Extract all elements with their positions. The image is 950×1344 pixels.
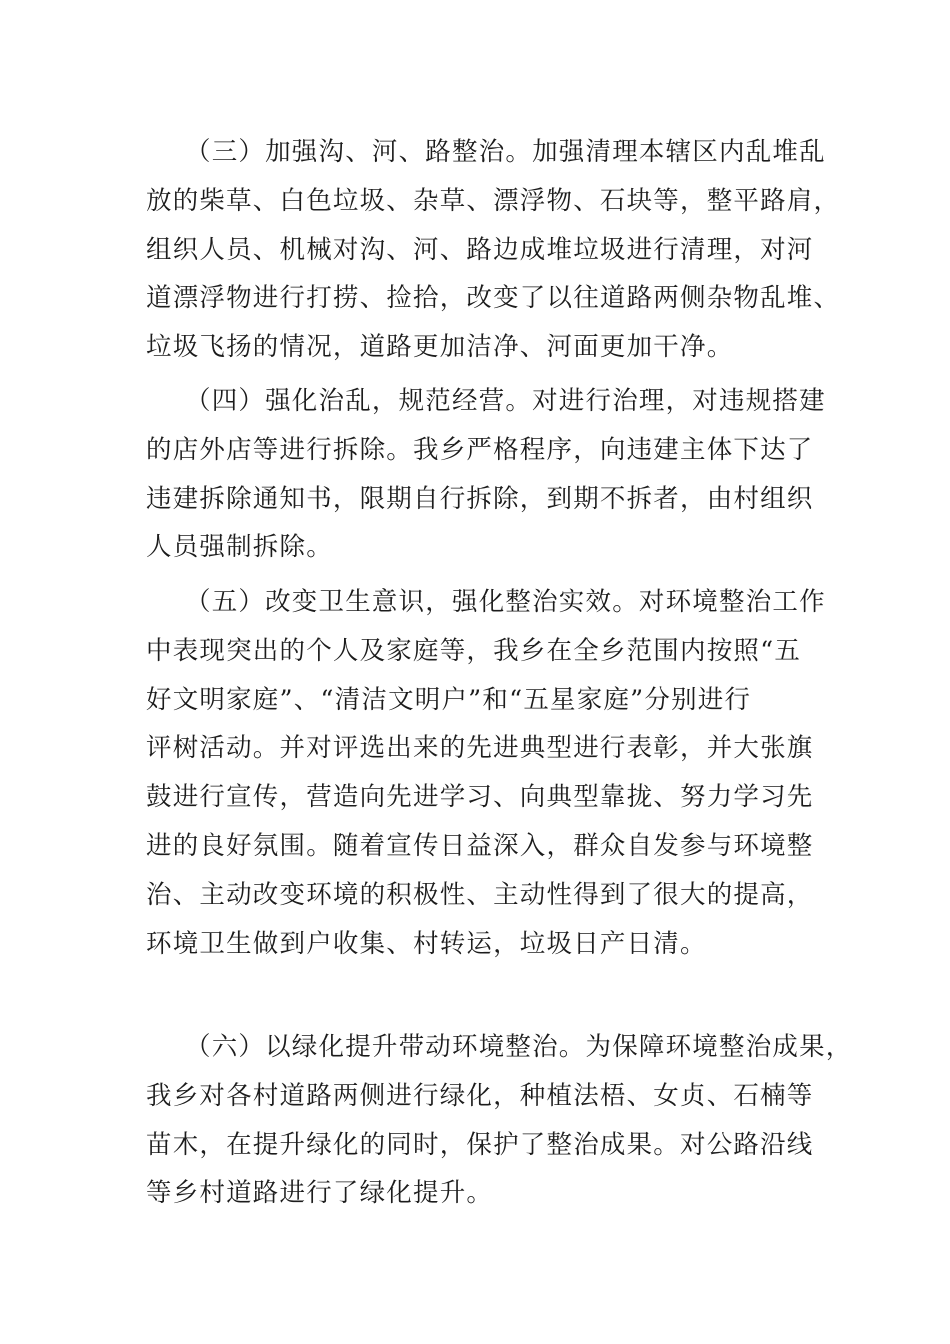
paragraph-line: 中表现突出的个人及家庭等，我乡在全乡范围内按照“五 xyxy=(146,635,802,666)
paragraph-line: 等乡村道路进行了绿化提升。 xyxy=(146,1178,494,1209)
paragraph-environment-ditch-river-road xyxy=(146,128,841,372)
paragraph-line: （三）加强沟、河、路整治。加强清理本辖区内乱堆乱 xyxy=(185,137,826,167)
paragraph-line: 治、主动改变环境的积极性、主动性得到了很大的提高， xyxy=(146,879,814,910)
paragraph-line: 苗木，在提升绿化的同时，保护了整治成果。对公路沿线 xyxy=(146,1129,814,1160)
paragraph-line: 违建拆除通知书，限期自行拆除，到期不拆者，由村组织 xyxy=(146,483,814,514)
paragraph-line: 道漂浮物进行打捞、捡拾，改变了以往道路两侧杂物乱堆、 xyxy=(146,283,841,314)
paragraph-greening xyxy=(146,1023,853,1218)
paragraph-line: 我乡对各村道路两侧进行绿化，种植法梧、女贞、石楠等 xyxy=(146,1080,814,1111)
paragraph-line: 人员强制拆除。 xyxy=(146,532,333,563)
paragraph-governance-business xyxy=(146,377,826,572)
paragraph-line: 鼓进行宣传，营造向先进学习、向典型靠拢、努力学习先 xyxy=(146,782,814,813)
paragraph-line: 评树活动。并对评选出来的先进典型进行表彰，并大张旗 xyxy=(146,733,814,764)
paragraph-line: 组织人员、机械对沟、河、路边成堆垃圾进行清理，对河 xyxy=(146,234,814,265)
paragraph-line: 环境卫生做到户收集、村转运，垃圾日产日清。 xyxy=(146,928,707,959)
paragraph-line: 好文明家庭”、“清洁文明户”和“五星家庭”分别进行 xyxy=(146,684,752,715)
paragraph-line: 放的柴草、白色垃圾、杂草、漂浮物、石块等，整平路肩， xyxy=(146,185,841,216)
paragraph-hygiene-awareness xyxy=(146,578,826,968)
paragraph-line: （五）改变卫生意识，强化整治实效。对环境整治工作 xyxy=(185,587,826,617)
paragraph-line: 垃圾飞扬的情况，道路更加洁净、河面更加干净。 xyxy=(146,332,734,363)
paragraph-line: 的店外店等进行拆除。我乡严格程序，向违建主体下达了 xyxy=(146,434,814,465)
paragraph-line: （六）以绿化提升带动环境整治。为保障环境整治成果， xyxy=(185,1032,853,1062)
paragraph-line: 进的良好氛围。随着宣传日益深入，群众自发参与环境整 xyxy=(146,830,814,861)
paragraph-line: （四）强化治乱，规范经营。对进行治理，对违规搭建 xyxy=(185,386,826,416)
